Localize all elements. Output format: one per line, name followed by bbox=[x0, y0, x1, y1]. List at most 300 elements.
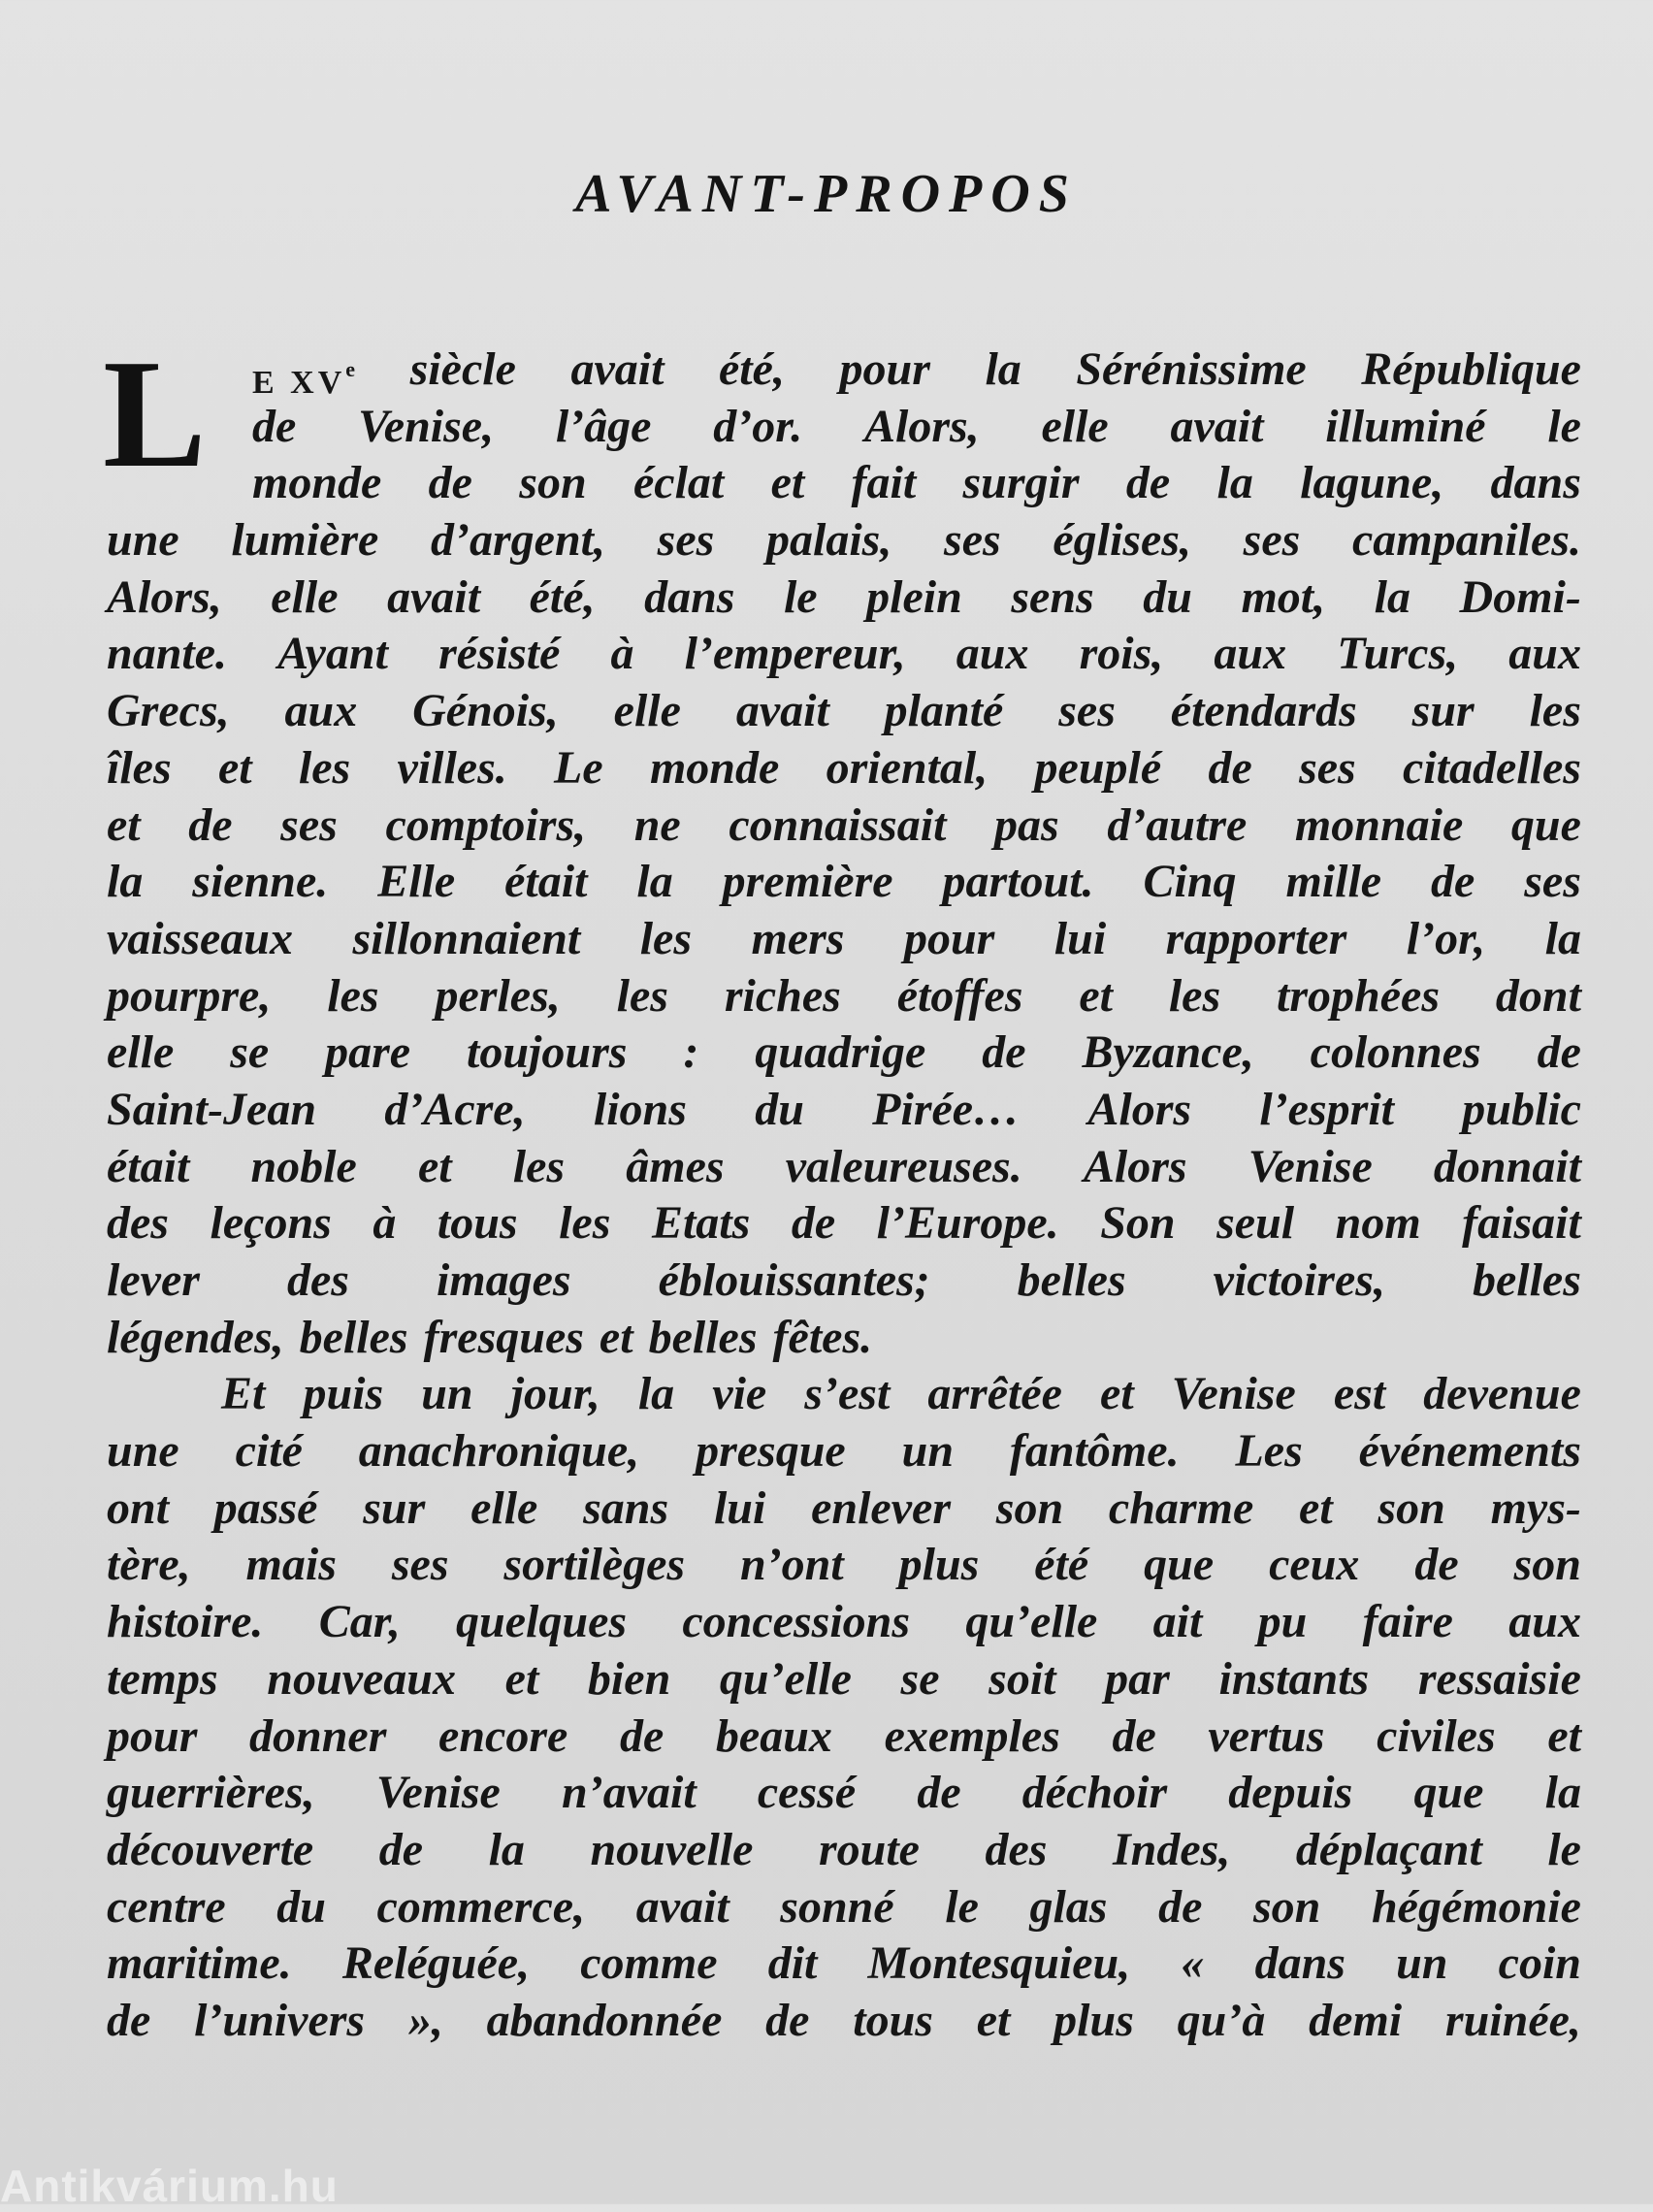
text-line bbox=[107, 1139, 1581, 1196]
word: était bbox=[504, 856, 588, 908]
word: son bbox=[1378, 1481, 1445, 1534]
word: ses bbox=[1243, 514, 1301, 567]
word: histoire. bbox=[107, 1596, 264, 1648]
word: vertus bbox=[1208, 1709, 1325, 1762]
text-line bbox=[107, 1366, 1581, 1423]
word: pare bbox=[325, 1026, 411, 1079]
word: Venise bbox=[1171, 1368, 1296, 1420]
word: monde bbox=[649, 741, 780, 794]
word: ont bbox=[107, 1481, 170, 1534]
word: temps bbox=[107, 1652, 218, 1705]
word: et bbox=[1079, 969, 1113, 1022]
text-line bbox=[107, 1879, 1581, 1936]
word: première bbox=[722, 856, 893, 908]
word: aux bbox=[956, 628, 1029, 680]
word: nom bbox=[1335, 1197, 1421, 1250]
text-line bbox=[107, 1195, 1581, 1252]
word: Etats bbox=[651, 1197, 751, 1250]
word: ses bbox=[391, 1539, 449, 1591]
word: sur bbox=[1411, 685, 1475, 737]
word: lions bbox=[593, 1083, 687, 1135]
word: donner bbox=[249, 1709, 387, 1762]
word: les bbox=[1529, 685, 1581, 737]
word: et bbox=[217, 741, 252, 794]
word: du bbox=[755, 1083, 804, 1135]
word: Grecs, bbox=[107, 685, 230, 737]
word: s’est bbox=[804, 1368, 891, 1420]
word: vaisseaux bbox=[107, 912, 293, 964]
word: un bbox=[901, 1425, 955, 1478]
text-line bbox=[107, 626, 1581, 683]
word: de bbox=[1112, 1709, 1156, 1762]
word: sillonnaient bbox=[352, 912, 581, 964]
word: de bbox=[1208, 741, 1252, 794]
word: rois, bbox=[1079, 628, 1164, 680]
word: étendards bbox=[1170, 685, 1357, 737]
text-line bbox=[107, 1423, 1581, 1480]
word: la bbox=[1374, 570, 1411, 623]
word: valeureuses. bbox=[785, 1140, 1022, 1192]
text-line bbox=[107, 1310, 1581, 1367]
word: dans bbox=[1254, 1937, 1345, 1990]
word: que bbox=[1413, 1767, 1484, 1819]
word: plein bbox=[866, 570, 962, 623]
word: charme bbox=[1108, 1481, 1254, 1534]
word: abandonnée bbox=[486, 1994, 723, 2046]
word: son bbox=[1252, 1880, 1321, 1933]
word: Le bbox=[554, 741, 603, 794]
word: citadelles bbox=[1403, 741, 1581, 794]
word: quadrige bbox=[755, 1026, 926, 1079]
word: ses bbox=[280, 798, 338, 851]
word: fantôme. bbox=[1009, 1425, 1180, 1478]
word: d’Acre, bbox=[384, 1083, 526, 1135]
word: sans bbox=[583, 1481, 669, 1534]
word: seul bbox=[1216, 1197, 1295, 1250]
word: palais, bbox=[766, 514, 892, 567]
word: qu’elle bbox=[965, 1596, 1098, 1648]
word: Saint-Jean bbox=[107, 1083, 317, 1135]
word: plus bbox=[898, 1539, 980, 1591]
word: le bbox=[783, 570, 818, 623]
word: et bbox=[599, 1311, 633, 1363]
word: qu’à bbox=[1177, 1994, 1266, 2046]
word: partout. bbox=[942, 856, 1094, 908]
word: coin bbox=[1498, 1937, 1581, 1990]
word: colonnes bbox=[1310, 1026, 1481, 1079]
word: les bbox=[639, 912, 693, 964]
word: lever bbox=[107, 1254, 200, 1306]
word: Alors bbox=[1087, 1083, 1192, 1135]
text-line bbox=[107, 1025, 1581, 1082]
word: et bbox=[1547, 1709, 1581, 1762]
word: l’empereur, bbox=[684, 628, 906, 680]
word: cessé bbox=[757, 1767, 857, 1819]
word: avait bbox=[1170, 400, 1264, 452]
word: légendes, bbox=[107, 1311, 284, 1363]
word: exemples bbox=[884, 1709, 1060, 1762]
word: avait bbox=[570, 343, 664, 395]
word: elle bbox=[1041, 400, 1109, 452]
text-line bbox=[107, 1594, 1581, 1651]
word: hégémonie bbox=[1371, 1880, 1581, 1933]
word: lumière bbox=[231, 514, 379, 567]
word: été, bbox=[529, 570, 596, 623]
word: belles bbox=[1472, 1254, 1581, 1306]
word: elle bbox=[613, 685, 681, 737]
word: à bbox=[373, 1197, 397, 1250]
text-line bbox=[107, 1708, 1581, 1766]
word: Pirée… bbox=[872, 1083, 1021, 1135]
word: de bbox=[1158, 1880, 1203, 1933]
word: les bbox=[1168, 969, 1221, 1022]
word: de bbox=[107, 1994, 151, 2046]
word: de bbox=[1125, 457, 1171, 509]
word: ses bbox=[657, 514, 715, 567]
word: lui bbox=[1053, 912, 1107, 964]
word: églises, bbox=[1053, 514, 1191, 567]
word: lui bbox=[713, 1481, 766, 1534]
word: se bbox=[900, 1652, 940, 1705]
word: elle bbox=[107, 1026, 175, 1079]
word: été, bbox=[719, 343, 785, 395]
word: résisté bbox=[438, 628, 561, 680]
word: de bbox=[1431, 856, 1475, 908]
word: ses bbox=[1058, 685, 1116, 737]
text-line bbox=[107, 1480, 1581, 1538]
watermark-text: Antikvárium.hu bbox=[0, 2161, 339, 2211]
word: avait bbox=[635, 1880, 729, 1933]
word: rapporter bbox=[1165, 912, 1347, 964]
word: dans bbox=[644, 570, 735, 623]
word: aux bbox=[284, 685, 358, 737]
word: tous bbox=[853, 1994, 933, 2046]
word: que bbox=[1510, 798, 1581, 851]
word: pu bbox=[1257, 1596, 1308, 1648]
word: Ayant bbox=[277, 628, 388, 680]
word: les bbox=[298, 741, 351, 794]
word: riches bbox=[724, 969, 841, 1022]
text-line bbox=[107, 1765, 1581, 1822]
word: demi bbox=[1309, 1994, 1403, 2046]
word: noble bbox=[250, 1140, 357, 1192]
word: puis bbox=[303, 1368, 384, 1420]
word: déchoir bbox=[1021, 1767, 1168, 1819]
word: anachronique, bbox=[358, 1425, 640, 1478]
word: les bbox=[559, 1197, 611, 1250]
word: du bbox=[276, 1880, 326, 1933]
word: Alors, bbox=[863, 400, 980, 452]
word: un bbox=[421, 1368, 473, 1420]
word: ses bbox=[944, 514, 1001, 567]
word: n’ont bbox=[740, 1539, 844, 1591]
word: l’or, bbox=[1406, 912, 1486, 964]
word: villes. bbox=[397, 741, 507, 794]
word: été bbox=[1034, 1539, 1089, 1591]
word: ceux bbox=[1269, 1539, 1360, 1591]
word: pour bbox=[903, 912, 995, 964]
word: : bbox=[683, 1026, 699, 1079]
word: Génois, bbox=[412, 685, 559, 737]
word: dans bbox=[1490, 457, 1581, 509]
word: dont bbox=[1495, 969, 1581, 1022]
word: qu’elle bbox=[719, 1652, 852, 1705]
word: perles, bbox=[435, 969, 561, 1022]
word: la bbox=[1544, 912, 1581, 964]
text-line bbox=[107, 1537, 1581, 1594]
word: fait bbox=[851, 457, 917, 509]
word: sens bbox=[1011, 570, 1094, 623]
word: se bbox=[230, 1026, 270, 1079]
word: fresques bbox=[423, 1311, 584, 1363]
word: nante. bbox=[107, 628, 228, 680]
word: peuplé bbox=[1034, 741, 1162, 794]
word: les bbox=[512, 1140, 566, 1192]
word: sonné bbox=[780, 1880, 894, 1933]
word: d’or. bbox=[713, 400, 803, 452]
word: éblouissantes; bbox=[658, 1254, 930, 1306]
word: pourpre, bbox=[107, 969, 272, 1022]
word: Alors bbox=[1083, 1140, 1187, 1192]
word: tous bbox=[437, 1197, 518, 1250]
word: ses bbox=[1299, 741, 1356, 794]
word: planté bbox=[884, 685, 1004, 737]
word: campaniles. bbox=[1351, 514, 1581, 567]
word: la bbox=[107, 856, 144, 908]
word: mot, bbox=[1241, 570, 1326, 623]
word: mys- bbox=[1490, 1481, 1581, 1534]
word: n’avait bbox=[562, 1767, 697, 1819]
word: le bbox=[1547, 1823, 1581, 1875]
word: Byzance, bbox=[1082, 1026, 1254, 1079]
word: presque bbox=[696, 1425, 846, 1478]
word: pour bbox=[107, 1709, 198, 1762]
text-line bbox=[107, 512, 1581, 569]
word: son bbox=[1513, 1539, 1581, 1591]
word: ait bbox=[1152, 1596, 1203, 1648]
word: événements bbox=[1358, 1425, 1581, 1478]
first-line-lead bbox=[252, 342, 355, 399]
word: des bbox=[985, 1823, 1048, 1875]
word: quelques bbox=[456, 1596, 628, 1648]
word: monde bbox=[252, 457, 382, 509]
word: de bbox=[982, 1026, 1026, 1079]
word: oriental, bbox=[826, 741, 989, 794]
word: de bbox=[1414, 1539, 1459, 1591]
word: une bbox=[107, 1425, 179, 1478]
word: l’esprit bbox=[1259, 1083, 1395, 1135]
word: Montesquieu, bbox=[867, 1937, 1131, 1990]
word: arrêtée bbox=[927, 1368, 1062, 1420]
word: pas bbox=[994, 798, 1059, 851]
word: route bbox=[818, 1823, 920, 1875]
word: et bbox=[504, 1652, 539, 1705]
word: passé bbox=[213, 1481, 318, 1534]
word: victoires, bbox=[1213, 1254, 1385, 1306]
word: faire bbox=[1362, 1596, 1453, 1648]
text-line bbox=[107, 683, 1581, 740]
word: Venise, bbox=[358, 400, 495, 452]
word: donnait bbox=[1433, 1140, 1581, 1192]
word: depuis bbox=[1228, 1767, 1353, 1819]
word: belles bbox=[299, 1311, 408, 1363]
word: d’argent, bbox=[431, 514, 606, 567]
word: âmes bbox=[626, 1140, 725, 1192]
word: la bbox=[985, 343, 1021, 395]
word: éclat bbox=[632, 457, 725, 509]
text-line bbox=[107, 399, 1581, 456]
word: la bbox=[1544, 1767, 1581, 1819]
text-line bbox=[107, 569, 1581, 627]
word: surgir bbox=[962, 457, 1080, 509]
word: siècle bbox=[409, 343, 516, 395]
word: des bbox=[286, 1254, 349, 1306]
word: de bbox=[619, 1709, 664, 1762]
word: et bbox=[976, 1994, 1011, 2046]
word: Venise bbox=[375, 1767, 501, 1819]
word: fêtes. bbox=[772, 1311, 873, 1363]
word: centre bbox=[107, 1880, 226, 1933]
word: nouveaux bbox=[267, 1652, 456, 1705]
first-line-superscript: e bbox=[345, 357, 356, 381]
word: Venise bbox=[1248, 1140, 1373, 1192]
word: ses bbox=[1524, 856, 1581, 908]
word: de bbox=[188, 798, 233, 851]
word: la bbox=[1216, 457, 1253, 509]
word: à bbox=[610, 628, 634, 680]
word: enlever bbox=[811, 1481, 952, 1534]
page-title: AVANT-PROPOS bbox=[575, 164, 1078, 224]
word: et bbox=[417, 1140, 452, 1192]
word: bien bbox=[587, 1652, 671, 1705]
word: République bbox=[1361, 343, 1581, 395]
word: pour bbox=[839, 343, 930, 395]
word: l’univers bbox=[194, 1994, 366, 2046]
word: Les bbox=[1235, 1425, 1303, 1478]
word: illuminé bbox=[1325, 400, 1486, 452]
word: d’autre bbox=[1107, 798, 1248, 851]
word: ne bbox=[633, 798, 681, 851]
word: étoffes bbox=[896, 969, 1023, 1022]
text-line bbox=[107, 1252, 1581, 1310]
word: de bbox=[1537, 1026, 1581, 1079]
word: belles bbox=[648, 1311, 758, 1363]
word: guerrières, bbox=[107, 1767, 315, 1819]
word: commerce, bbox=[376, 1880, 586, 1933]
word: mers bbox=[751, 912, 845, 964]
word: vie bbox=[712, 1368, 767, 1420]
word: glas bbox=[1029, 1880, 1108, 1933]
body-text bbox=[103, 327, 1581, 2050]
word: déplaçant bbox=[1295, 1823, 1482, 1875]
word: aux bbox=[1508, 628, 1581, 680]
word: images bbox=[436, 1254, 571, 1306]
word: connaissait bbox=[729, 798, 947, 851]
word: la bbox=[488, 1823, 525, 1875]
word: de bbox=[428, 457, 472, 509]
word: beaux bbox=[715, 1709, 832, 1762]
word: Alors, bbox=[107, 570, 222, 623]
text-line bbox=[107, 968, 1581, 1025]
word: belles bbox=[1017, 1254, 1126, 1306]
word: Son bbox=[1100, 1197, 1176, 1250]
word: sur bbox=[363, 1481, 426, 1534]
word: le bbox=[945, 1880, 979, 1933]
word: instants bbox=[1218, 1652, 1370, 1705]
word: Indes, bbox=[1112, 1823, 1231, 1875]
word: sortilèges bbox=[503, 1539, 686, 1591]
word: Cinq bbox=[1143, 856, 1237, 908]
word: jour, bbox=[510, 1368, 600, 1420]
text-line bbox=[107, 1082, 1581, 1139]
text-line bbox=[107, 1822, 1581, 1879]
word: de bbox=[765, 1994, 810, 2046]
word: devenue bbox=[1423, 1368, 1581, 1420]
text-line bbox=[107, 911, 1581, 968]
word: Et bbox=[221, 1368, 266, 1420]
word: trophées bbox=[1277, 969, 1441, 1022]
word: elle bbox=[271, 570, 339, 623]
text-line bbox=[107, 740, 1581, 797]
text-line bbox=[107, 455, 1581, 512]
word: dit bbox=[767, 1937, 818, 1990]
word: elle bbox=[470, 1481, 538, 1534]
word: toujours bbox=[467, 1026, 628, 1079]
word: la bbox=[636, 856, 673, 908]
word: public bbox=[1462, 1083, 1581, 1135]
word: Elle bbox=[377, 856, 456, 908]
word: mais bbox=[245, 1539, 337, 1591]
word: encore bbox=[438, 1709, 568, 1762]
word: une bbox=[107, 514, 179, 567]
word: du bbox=[1143, 570, 1192, 623]
word: le bbox=[1547, 400, 1581, 452]
word: mille bbox=[1285, 856, 1382, 908]
text-line bbox=[107, 1936, 1581, 1993]
word: plus bbox=[1053, 1994, 1134, 2046]
word: de bbox=[791, 1197, 836, 1250]
word: et bbox=[107, 798, 141, 851]
word: et bbox=[770, 457, 805, 509]
word: tère, bbox=[107, 1539, 191, 1591]
word: lagune, bbox=[1300, 457, 1444, 509]
word: de bbox=[378, 1823, 424, 1875]
word: avait bbox=[735, 685, 829, 737]
text-line bbox=[107, 1651, 1581, 1708]
word: ruinée, bbox=[1444, 1994, 1581, 2046]
word: Domi- bbox=[1459, 570, 1581, 623]
word: faisait bbox=[1462, 1197, 1581, 1250]
word: Turcs, bbox=[1337, 628, 1459, 680]
word: l’âge bbox=[555, 400, 652, 452]
word: était bbox=[107, 1140, 190, 1192]
word: l’Europe. bbox=[876, 1197, 1059, 1250]
word: son bbox=[519, 457, 587, 509]
word: et bbox=[1299, 1481, 1333, 1534]
word: « bbox=[1181, 1937, 1205, 1990]
text-line bbox=[107, 1993, 1581, 2050]
word: est bbox=[1333, 1368, 1386, 1420]
text-line bbox=[107, 854, 1581, 911]
word: ressaisie bbox=[1417, 1652, 1581, 1705]
word: par bbox=[1105, 1652, 1170, 1705]
drop-cap: L bbox=[103, 327, 207, 500]
text-line bbox=[107, 342, 1581, 399]
word: de bbox=[917, 1767, 961, 1819]
word: avait bbox=[387, 570, 481, 623]
word: îles bbox=[107, 741, 172, 794]
word: leçons bbox=[210, 1197, 332, 1250]
